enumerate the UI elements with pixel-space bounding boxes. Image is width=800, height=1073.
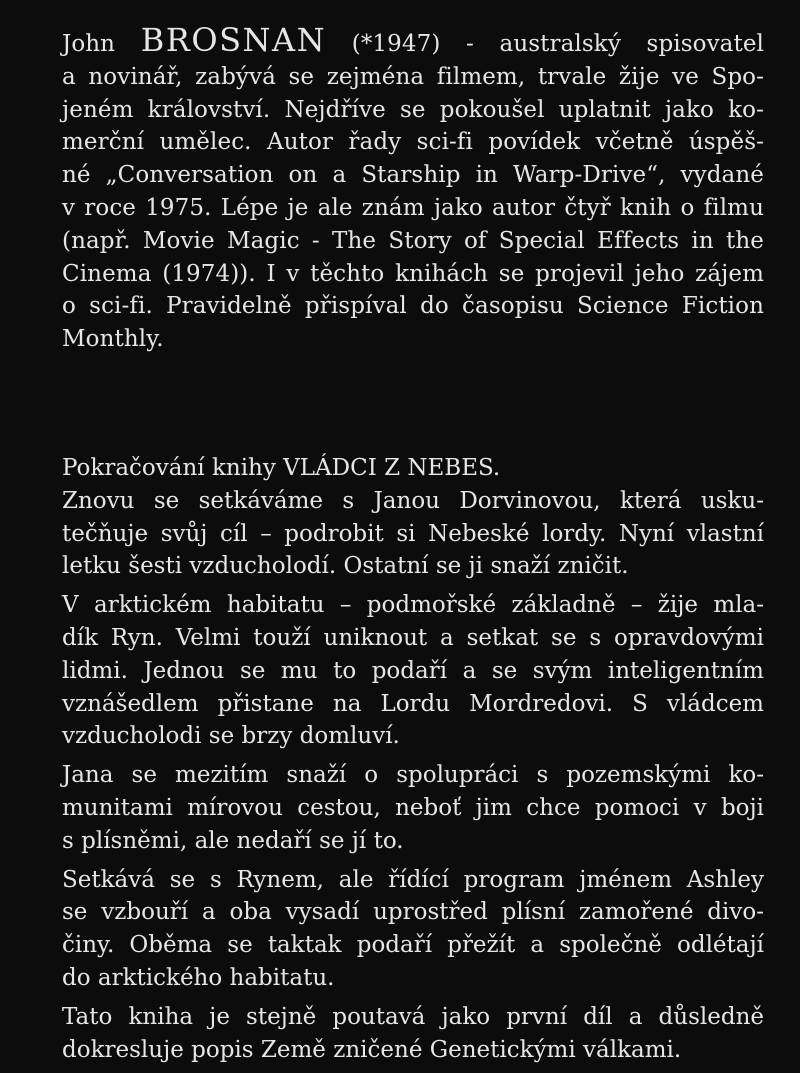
- blurb-title-line: Pokračování knihy VLÁDCI Z NEBES.: [62, 455, 501, 481]
- blurb-paragraph: [62, 1001, 764, 1067]
- bio-line: John BROSNAN (*1947) - australský spisovatel: [62, 21, 764, 59]
- bio-line: né „Conversation on a Starship in Warp-Drive“, vydané: [62, 162, 764, 189]
- blurb-line: do arktického habitatu.: [62, 964, 335, 991]
- bio-line: Cinema (1974)). I v těchto knihách se projevil jeho zájem: [62, 260, 764, 287]
- bio-line: o sci-fi. Pravidelně přispíval do časopisu Science Fiction: [62, 293, 764, 320]
- author-bio-text: [62, 21, 764, 356]
- blurb-line: se vzbouří a oba vysadí uprostřed plísní zamořené divo-: [62, 899, 764, 926]
- bio-line: Monthly.: [62, 326, 164, 353]
- blurb-line: V arktickém habitatu – podmořské základně – žije mla-: [62, 592, 764, 619]
- author-surname: BROSNAN: [140, 21, 327, 59]
- blurb-line: dík Ryn. Velmi touží uniknout a setkat se s opravdovými: [62, 624, 764, 651]
- blurb-line: vzducholodi se brzy domluví.: [62, 723, 400, 750]
- bio-line: (např. Movie Magic - The Story of Special Effects in the: [62, 227, 764, 254]
- blurb-paragraph: [62, 759, 764, 857]
- bio-line: merční umělec. Autor řady sci-fi povídek včetně úspěš-: [62, 129, 764, 156]
- blurb-line: Znovu se setkáváme s Janou Dorvinovou, která usku-: [62, 487, 764, 514]
- author-first-name: John: [62, 31, 116, 57]
- blurb-line: lidmi. Jednou se mu to podaří a se svým inteligentním: [62, 657, 764, 684]
- bio-line: jeném království. Nejdříve se pokoušel uplatnit jako ko-: [62, 96, 764, 123]
- blurb-line: Tato kniha je stejně poutavá jako první díl a důsledně: [62, 1003, 764, 1030]
- book-blurb: [62, 452, 764, 1072]
- blurb-line: činy. Oběma se taktak podaří přežít a společně odlétají: [62, 932, 764, 959]
- blurb-line: letku šesti vzducholodí. Ostatní se ji snaží zničit.: [62, 553, 629, 580]
- blurb-paragraph: [62, 485, 764, 583]
- blurb-line: vznášedlem přistane na Lordu Mordredovi. S vládcem: [62, 690, 764, 717]
- author-bio: [62, 21, 764, 356]
- blurb-line: tečňuje svůj cíl – podrobit si Nebeské lordy. Nyní vlastní: [62, 520, 764, 547]
- bio-line: v roce 1975. Lépe je ale znám jako autor čtyř knih o filmu: [62, 194, 764, 221]
- blurb-line: Setkává se s Rynem, ale řídící program jménem Ashley: [62, 866, 764, 893]
- blurb-line: munitami mírovou cestou, neboť jim chce pomoci v boji: [62, 794, 764, 821]
- blurb-line: dokresluje popis Země zničené Genetickými válkami.: [62, 1036, 682, 1063]
- blurb-line: s plísněmi, ale nedaří se jí to.: [62, 827, 404, 854]
- blurb-paragraph: [62, 589, 764, 753]
- blurb-line: Jana se mezitím snaží o spolupráci s pozemskými ko-: [62, 762, 764, 789]
- bio-line: a novinář, zabývá se zejména filmem, trvale žije ve Spo-: [62, 63, 764, 90]
- blurb-paragraph: [62, 864, 764, 995]
